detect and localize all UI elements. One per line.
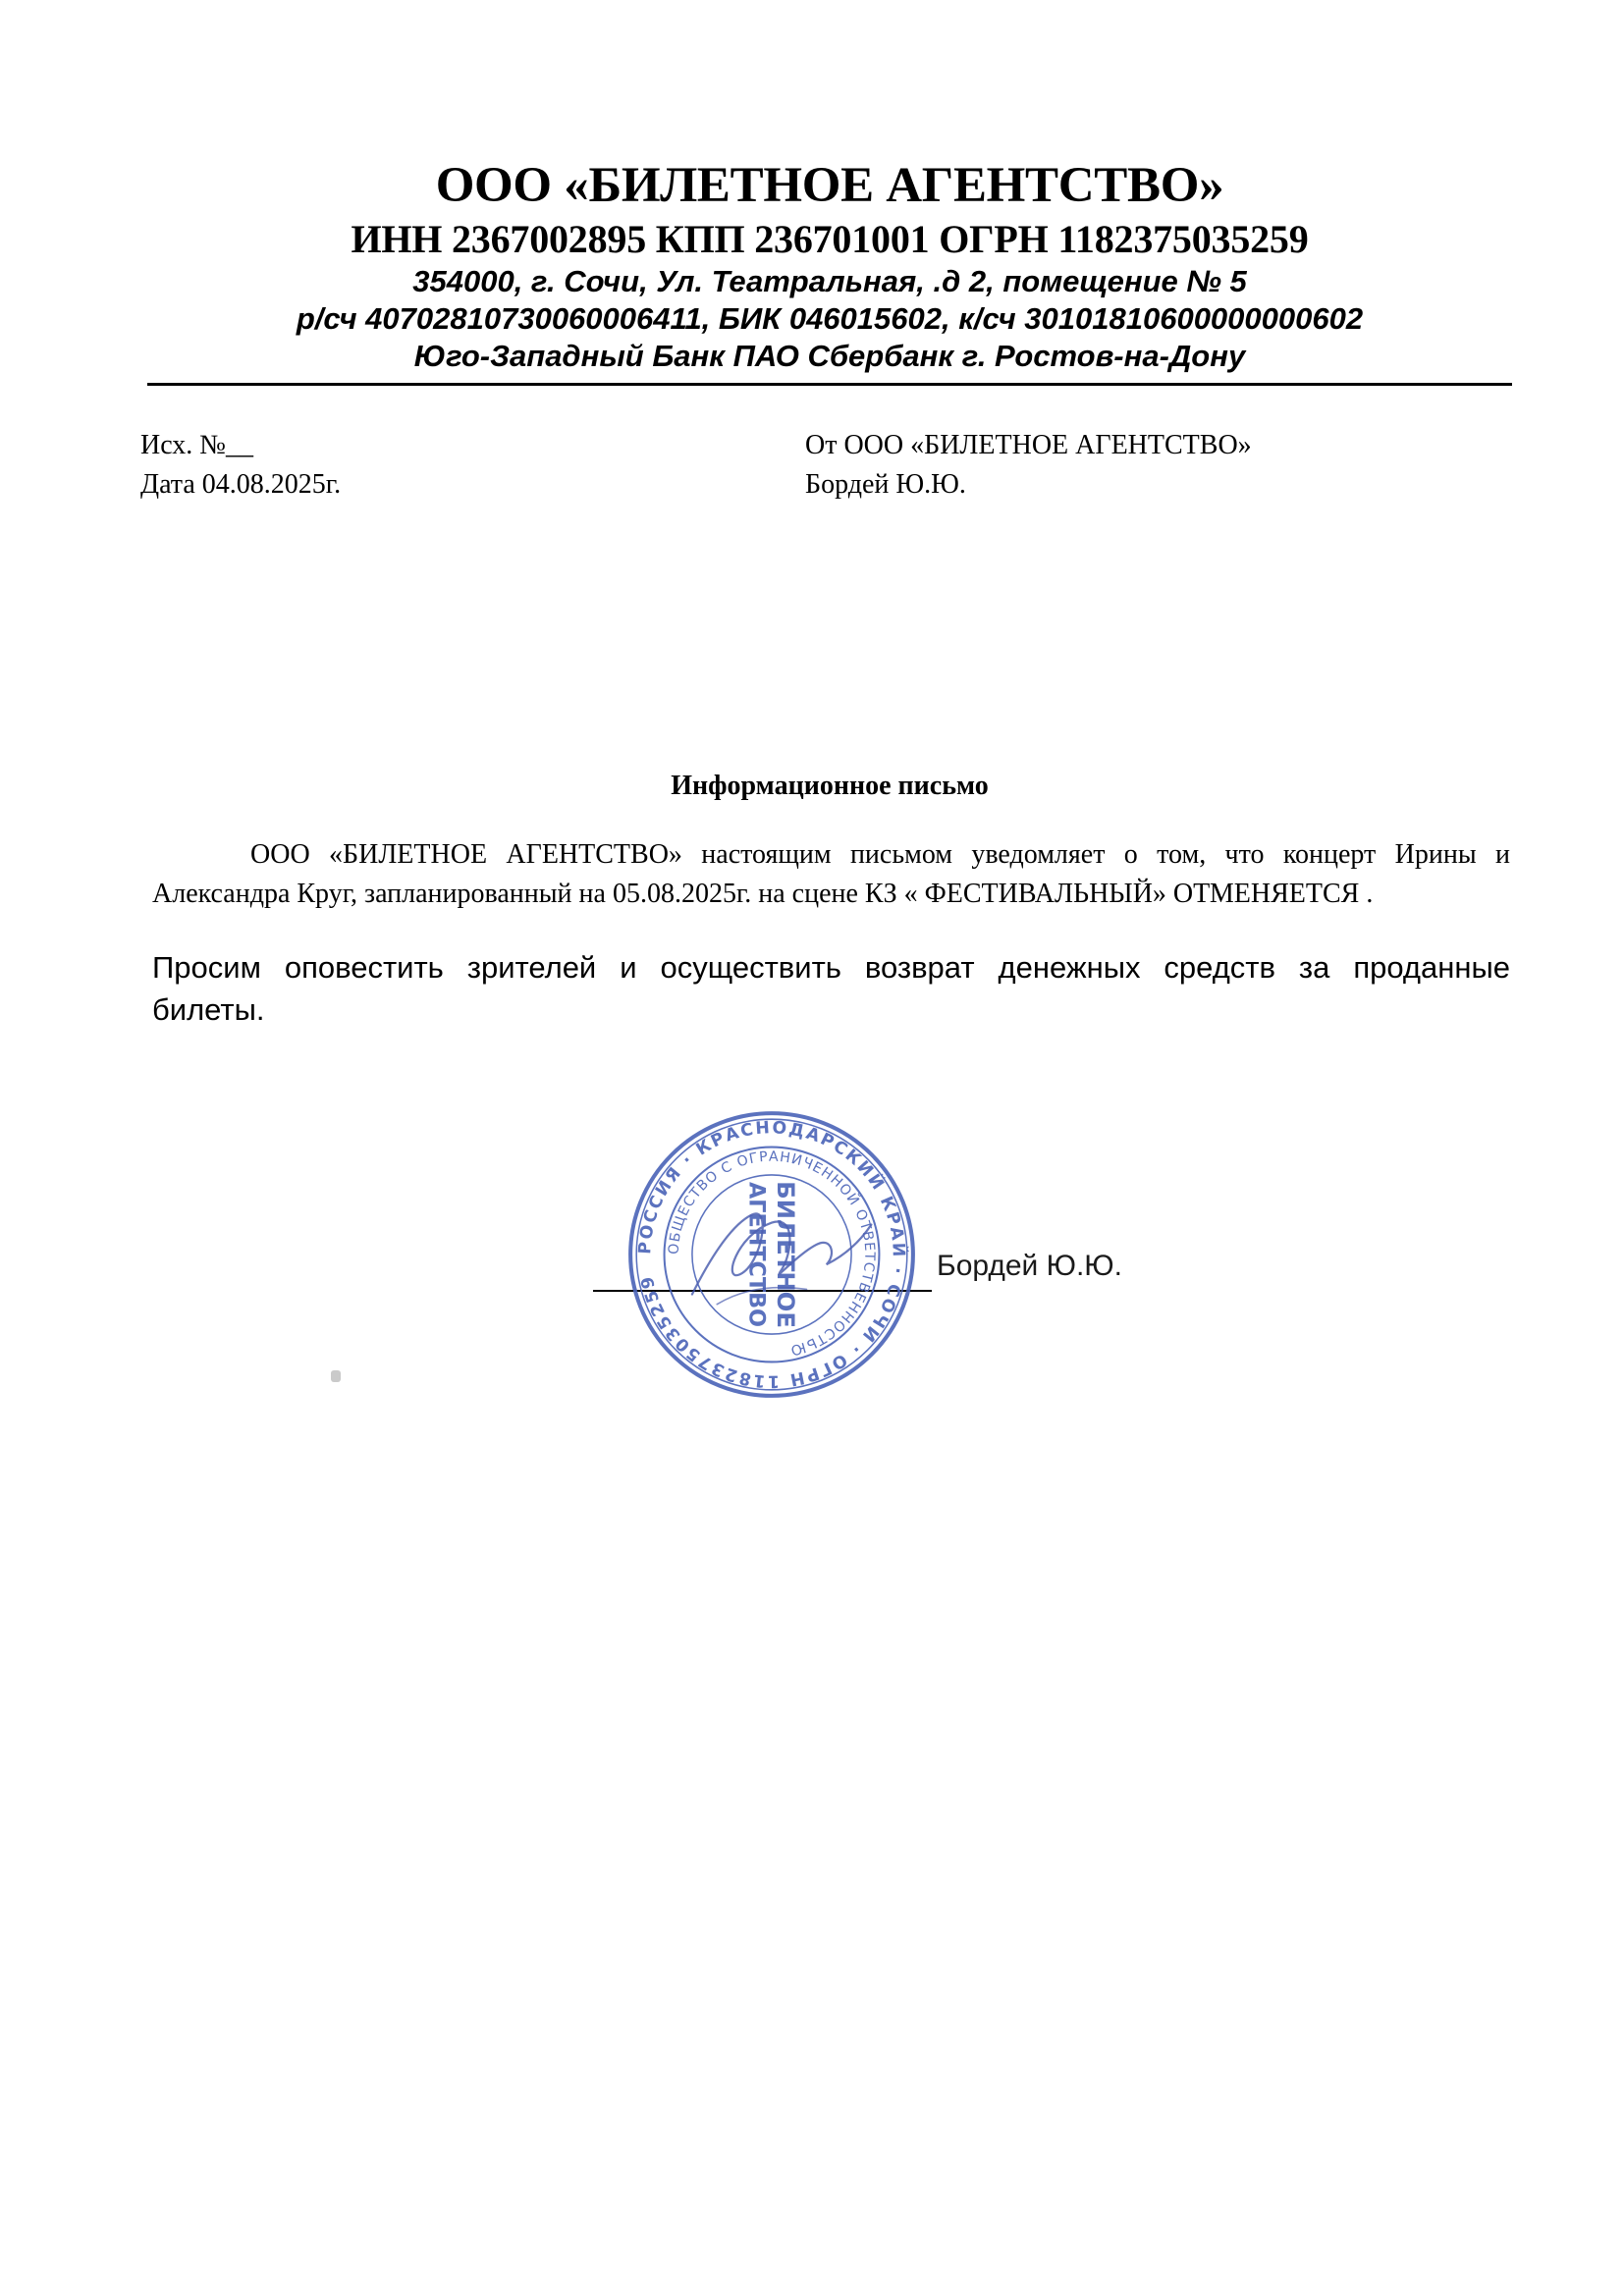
request-paragraph [152, 946, 1510, 1031]
company-seal-stamp [623, 1105, 921, 1404]
letterhead-company-name: ООО «БИЛЕТНОЕ АГЕНТСТВО» [435, 158, 1224, 213]
letterhead-registration: ИНН 2367002895 КПП 236701001 ОГРН 1182375035259 [351, 217, 1309, 261]
request-paragraph-line: билеты. [152, 992, 265, 1027]
scan-artifact [331, 1370, 341, 1382]
letterhead-bank-name: Юго-Западный Банк ПАО Сбербанк г. Ростов-на-Дону [413, 339, 1246, 373]
seal-outer-text: РОССИЯ · КРАСНОДАРСКИЙ КРАЙ · СОЧИ · ОГРН 1182375035259 [635, 1118, 908, 1391]
signer-name: Бордей Ю.Ю. [937, 1250, 1122, 1282]
notice-paragraph-line: Александра Круг, запланированный на 05.08.2025г. на сцене КЗ « ФЕСТИВАЛЬНЫЙ» ОТМЕНЯЕТСЯ . [152, 879, 1374, 909]
notice-paragraph-line: ООО «БИЛЕТНОЕ АГЕНТСТВО» настоящим письмом уведомляет о том, что концерт Ирины и [250, 839, 1510, 870]
seal-inner-text: ОБЩЕСТВО С ОГРАНИЧЕННОЙ ОТВЕТСТВЕННОСТЬЮ [666, 1148, 878, 1359]
seal-center-line2: АГЕНТСТВО [743, 1182, 770, 1327]
letter-date: Дата 04.08.2025г. [140, 469, 342, 500]
sender-person: Бордей Ю.Ю. [805, 469, 966, 500]
notice-paragraph [152, 835, 1510, 914]
seal-center-line1: БИЛЕТНОЕ [772, 1181, 801, 1328]
reference-block [140, 426, 730, 505]
sender-block [805, 426, 1492, 505]
letterhead-divider [147, 383, 1512, 386]
request-paragraph-line: Просим оповестить зрителей и осуществить возврат денежных средств за проданные [152, 950, 1510, 985]
letterhead [147, 155, 1512, 375]
letter-title: Информационное письмо [671, 771, 989, 801]
outgoing-number: Исх. №__ [140, 430, 253, 460]
letterhead-bank-account: р/сч 40702810730060006411, БИК 046015602, к/сч 30101810600000000602 [296, 301, 1364, 336]
sender-organization: От ООО «БИЛЕТНОЕ АГЕНТСТВО» [805, 430, 1252, 460]
letterhead-address: 354000, г. Сочи, Ул. Театральная, .д 2, помещение № 5 [412, 264, 1247, 298]
